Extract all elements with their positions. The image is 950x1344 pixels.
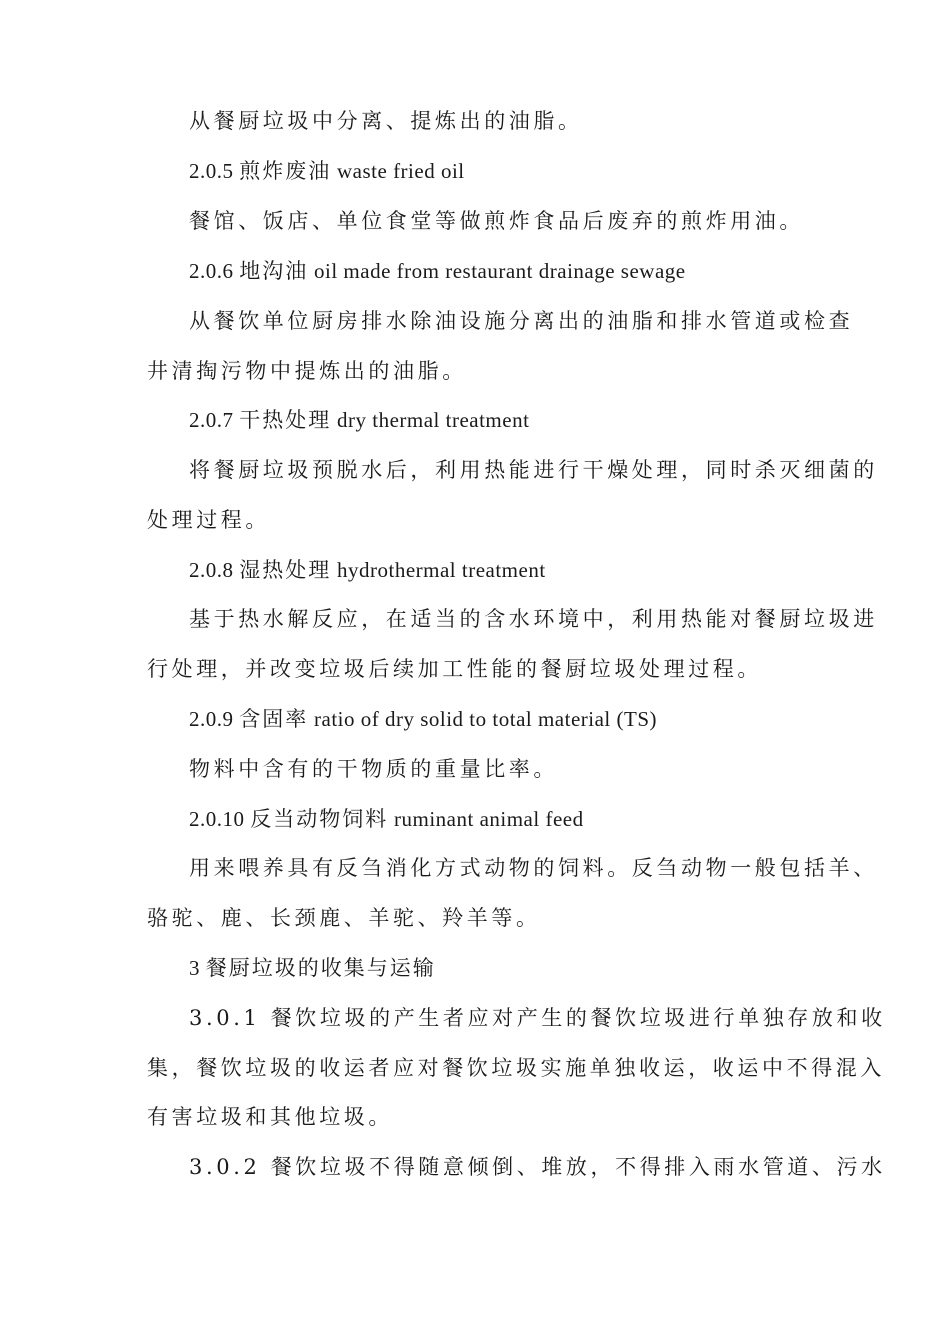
paragraph-line: 将餐厨垃圾预脱水后，利用热能进行干燥处理，同时杀灭细菌的	[189, 458, 878, 482]
section-number: 2.0.9	[189, 707, 234, 731]
section-title-en: oil made from restaurant drainage sewage	[314, 259, 686, 283]
paragraph-line: 集，餐饮垃圾的收运者应对餐饮垃圾实施单独收运，收运中不得混入	[147, 1056, 885, 1080]
section-title-cn: 地沟油	[239, 259, 309, 283]
paragraph-line: 3.0.1 餐饮垃圾的产生者应对产生的餐饮垃圾进行单独存放和收	[189, 1006, 886, 1030]
section-title-en: waste fried oil	[337, 159, 465, 183]
section-heading-2-0-7	[189, 405, 529, 435]
section-title-en: dry thermal treatment	[337, 408, 530, 432]
chapter-number: 3	[189, 956, 200, 980]
section-number: 2.0.10	[189, 807, 245, 831]
section-title-en: ratio of dry solid to total material (TS)	[314, 707, 658, 731]
section-title-cn: 煎炸废油	[239, 159, 332, 183]
section-title-cn: 反当动物饲料	[250, 807, 389, 831]
chapter-heading-3	[189, 953, 436, 983]
chapter-title: 餐厨垃圾的收集与运输	[205, 956, 436, 980]
section-number: 2.0.6	[189, 259, 234, 283]
paragraph-line: 行处理，并改变垃圾后续加工性能的餐厨垃圾处理过程。	[147, 657, 762, 681]
section-title-en: ruminant animal feed	[394, 807, 584, 831]
paragraph-line: 餐馆、饭店、单位食堂等做煎炸食品后废弃的煎炸用油。	[189, 209, 804, 233]
paragraph-line: 从餐厨垃圾中分离、提炼出的油脂。	[189, 109, 583, 133]
section-heading-2-0-9	[189, 704, 657, 734]
section-heading-2-0-5	[189, 156, 465, 186]
paragraph-line: 处理过程。	[147, 508, 270, 532]
section-title-cn: 含固率	[239, 707, 309, 731]
section-title-en: hydrothermal treatment	[337, 558, 546, 582]
section-number: 2.0.5	[189, 159, 234, 183]
section-number: 2.0.8	[189, 558, 234, 582]
paragraph-line: 基于热水解反应，在适当的含水环境中，利用热能对餐厨垃圾进	[189, 607, 878, 631]
section-heading-2-0-8	[189, 555, 546, 585]
section-number: 2.0.7	[189, 408, 234, 432]
paragraph-line: 有害垃圾和其他垃圾。	[147, 1105, 393, 1129]
section-title-cn: 湿热处理	[239, 558, 332, 582]
paragraph-line: 骆驼、鹿、长颈鹿、羊驼、羚羊等。	[147, 906, 541, 930]
section-heading-2-0-6	[189, 256, 686, 286]
paragraph-line: 井清掏污物中提炼出的油脂。	[147, 359, 467, 383]
section-heading-2-0-10	[189, 804, 584, 834]
paragraph-line: 从餐饮单位厨房排水除油设施分离出的油脂和排水管道或检查	[189, 309, 854, 333]
section-title-cn: 干热处理	[239, 408, 332, 432]
paragraph-line: 物料中含有的干物质的重量比率。	[189, 757, 558, 781]
paragraph-line: 3.0.2 餐饮垃圾不得随意倾倒、堆放，不得排入雨水管道、污水	[189, 1155, 886, 1179]
paragraph-line: 用来喂养具有反刍消化方式动物的饲料。反刍动物一般包括羊、	[189, 856, 878, 880]
